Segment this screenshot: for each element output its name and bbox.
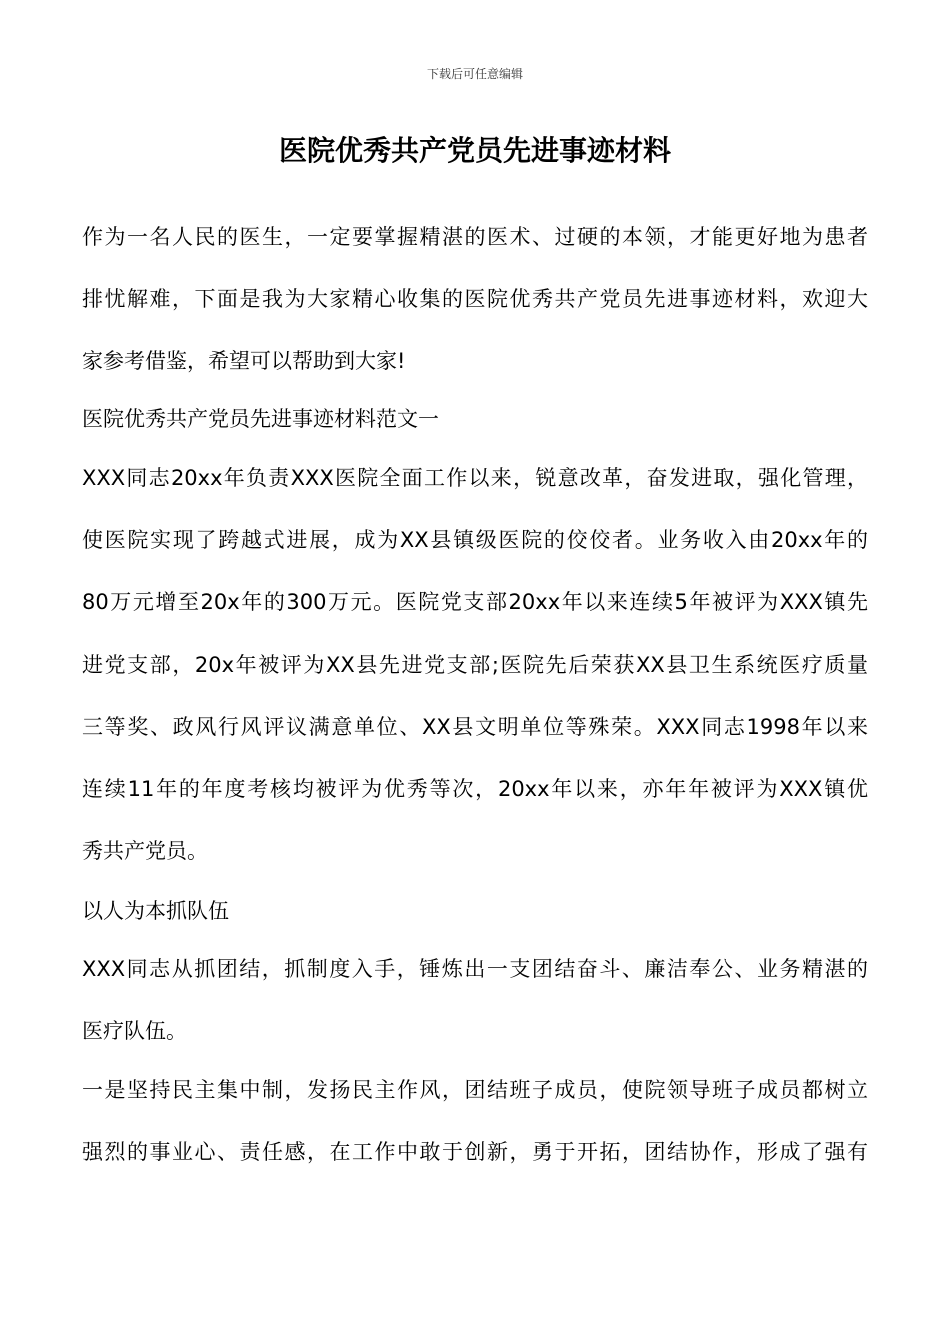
text-line: XXX同志20xx年负责XXX医院全面工作以来，锐意改革，奋发进取，强化管理， bbox=[82, 466, 868, 490]
section-heading bbox=[82, 390, 868, 448]
text-line: 强烈的事业心、责任感，在工作中敢于创新，勇于开拓，团结协作，形成了强有 bbox=[82, 1140, 868, 1165]
text-line: XXX同志从抓团结，抓制度入手，锤炼出一支团结奋斗、廉洁奉公、业务精湛的 bbox=[82, 957, 868, 981]
text-line: 连续11年的年度考核均被评为优秀等次，20xx年以来，亦年年被评为XXX镇优 bbox=[82, 777, 868, 802]
paragraph-3 bbox=[82, 1059, 868, 1183]
text-line: 进党支部，20x年被评为XX县先进党支部;医院先后荣获XX县卫生系统医疗质量 bbox=[82, 652, 868, 677]
text-line: 家参考借鉴，希望可以帮助到大家! bbox=[82, 349, 406, 374]
subheading bbox=[82, 882, 868, 940]
text-line: 排忧解难，下面是我为大家精心收集的医院优秀共产党员先进事迹材料，欢迎大 bbox=[82, 287, 868, 312]
text-line: 使医院实现了跨越式进展，成为XX县镇级医院的佼佼者。业务收入由20xx年的 bbox=[82, 528, 868, 553]
intro-paragraph bbox=[82, 206, 868, 393]
header-note: 下载后可任意编辑 bbox=[426, 67, 523, 81]
paragraph-1 bbox=[82, 447, 868, 882]
subheading-text: 以人为本抓队伍 bbox=[82, 899, 229, 923]
document-title: 医院优秀共产党员先进事迹材料 bbox=[278, 134, 671, 167]
text-line: 三等奖、政风行风评议满意单位、XX县文明单位等殊荣。XXX同志1998年以来 bbox=[82, 714, 868, 739]
text-line: 作为一名人民的医生，一定要掌握精湛的医术、过硬的本领，才能更好地为患者 bbox=[82, 225, 868, 249]
paragraph-2 bbox=[82, 938, 868, 1062]
text-line: 秀共产党员。 bbox=[82, 839, 208, 864]
text-line: 80万元增至20x年的300万元。医院党支部20xx年以来连续5年被评为XXX镇先 bbox=[82, 590, 868, 615]
section-heading-text: 医院优秀共产党员先进事迹材料范文一 bbox=[82, 407, 439, 431]
text-line: 医疗队伍。 bbox=[82, 1019, 187, 1044]
text-line: 一是坚持民主集中制，发扬民主作风，团结班子成员，使院领导班子成员都树立 bbox=[82, 1078, 868, 1102]
